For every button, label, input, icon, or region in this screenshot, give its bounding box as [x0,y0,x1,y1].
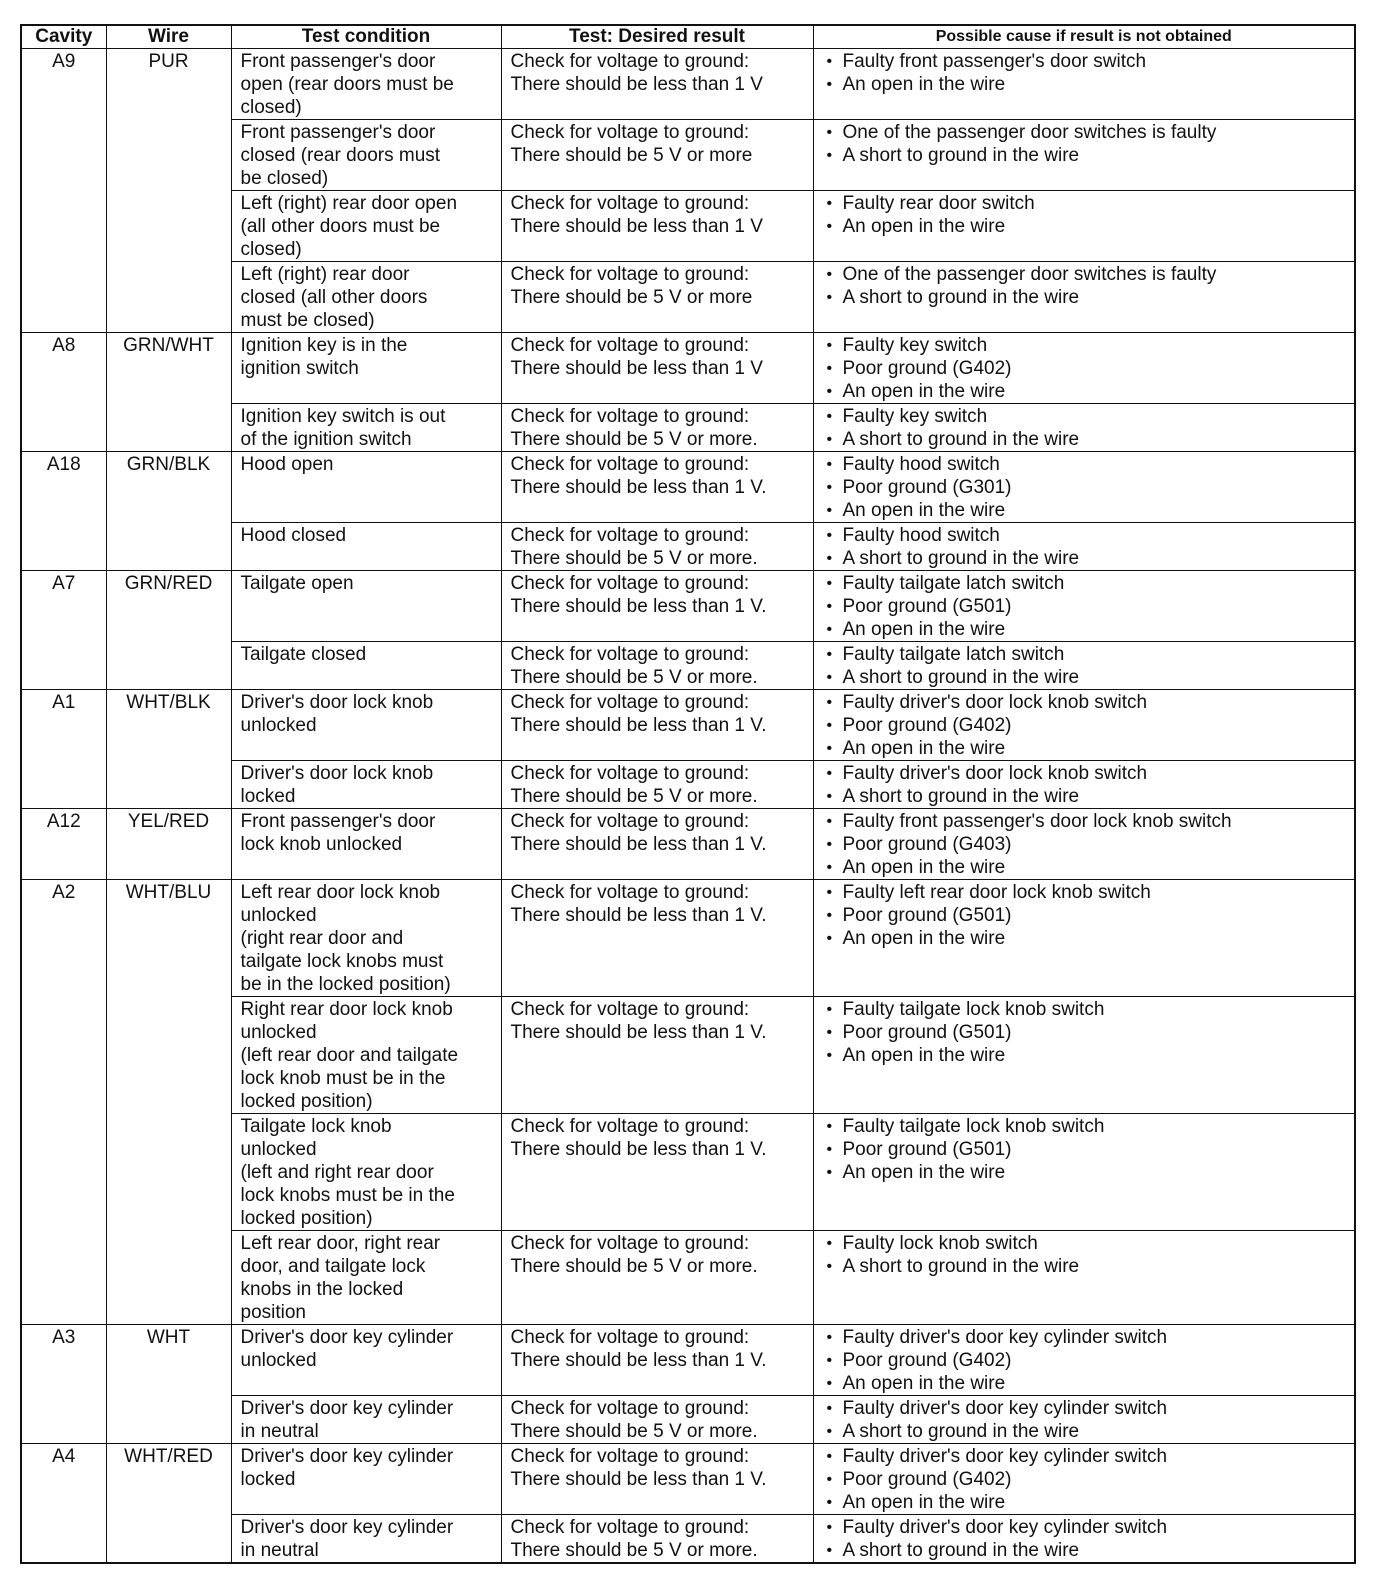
cause-item: • Poor ground (G402) [823,357,1351,380]
test-condition-cell [231,997,501,1114]
cause-item: • Faulty left rear door lock knob switch [823,881,1351,904]
test-condition-cell [231,523,501,571]
desired-result-cell [501,120,813,191]
test-condition-cell [231,1231,501,1325]
desired-result-cell [501,1325,813,1396]
cause-item: • Faulty hood switch [823,524,1351,547]
cause-item: • One of the passenger door switches is faulty [823,263,1351,286]
cause-item: • Poor ground (G501) [823,1138,1351,1161]
cause-list [823,453,1351,522]
result-line: There should be less than 1 V. [510,1022,767,1043]
condition-line: locked position) [240,1208,373,1229]
cause-item: • Faulty driver's door key cylinder switch [823,1397,1351,1420]
condition-line: Ignition key is in the [240,335,408,356]
condition-line: unlocked [240,905,317,926]
cause-item: • Faulty lock knob switch [823,1232,1351,1255]
condition-line: open (rear doors must be [240,74,454,95]
possible-cause-cell [813,997,1355,1114]
cause-item: • Poor ground (G402) [823,1468,1351,1491]
cause-item: • An open in the wire [823,1044,1351,1067]
condition-line: Left rear door, right rear [240,1233,441,1254]
condition-line: Front passenger's door [240,122,436,143]
cause-item: • Poor ground (G501) [823,595,1351,618]
cause-item: • An open in the wire [823,927,1351,950]
test-condition-cell [231,1114,501,1231]
result-line: There should be 5 V or more. [510,548,758,569]
possible-cause-cell [813,809,1355,880]
table-row [21,809,1355,880]
header-wire: Wire [106,25,231,49]
condition-line: Tailgate closed [240,644,367,665]
cause-item: • Faulty key switch [823,334,1351,357]
table-row [21,333,1355,404]
result-line: Check for voltage to ground: [510,573,750,594]
wire-cell: PUR [106,49,231,333]
table-row [21,571,1355,642]
cavity-cell: A3 [21,1325,106,1444]
table-row [21,49,1355,120]
cause-item: • Poor ground (G301) [823,476,1351,499]
table-row [21,1325,1355,1396]
test-condition-cell [231,690,501,761]
condition-line: (left rear door and tailgate [240,1045,459,1066]
possible-cause-cell [813,333,1355,404]
test-condition-cell [231,1444,501,1515]
cause-list [823,334,1351,403]
condition-line: of the ignition switch [240,429,412,450]
condition-line: Left rear door lock knob [240,882,441,903]
result-line: Check for voltage to ground: [510,193,750,214]
cause-item: • An open in the wire [823,856,1351,879]
result-line: Check for voltage to ground: [510,999,750,1020]
cavity-cell: A18 [21,452,106,571]
desired-result-cell [501,404,813,452]
result-line: There should be 5 V or more [510,145,753,166]
condition-line: Driver's door lock knob [240,692,434,713]
wire-cell: GRN/RED [106,571,231,690]
condition-line: lock knob unlocked [240,834,403,855]
result-line: There should be 5 V or more. [510,1256,758,1277]
condition-line: in neutral [240,1540,319,1561]
cause-item: • A short to ground in the wire [823,428,1351,451]
result-line: There should be less than 1 V [510,216,763,237]
cause-item: • Poor ground (G501) [823,904,1351,927]
result-line: Check for voltage to ground: [510,882,750,903]
cause-item: • Faulty driver's door key cylinder switch [823,1326,1351,1349]
cause-item: • Faulty key switch [823,405,1351,428]
cause-item: • An open in the wire [823,737,1351,760]
table-body [21,49,1355,1564]
condition-line: (right rear door and [240,928,404,949]
cause-item: • Faulty tailgate lock knob switch [823,998,1351,1021]
result-line: There should be 5 V or more. [510,1421,758,1442]
wire-cell: WHT/BLK [106,690,231,809]
condition-line: lock knobs must be in the [240,1185,455,1206]
condition-line: Ignition key switch is out [240,406,446,427]
possible-cause-cell [813,262,1355,333]
possible-cause-cell [813,1325,1355,1396]
condition-line: in neutral [240,1421,319,1442]
condition-line: lock knob must be in the [240,1068,446,1089]
desired-result-cell [501,1231,813,1325]
result-line: Check for voltage to ground: [510,1233,750,1254]
result-line: Check for voltage to ground: [510,1398,750,1419]
desired-result-cell [501,1396,813,1444]
cavity-cell: A12 [21,809,106,880]
test-condition-cell [231,761,501,809]
cause-item: • Poor ground (G402) [823,714,1351,737]
desired-result-cell [501,523,813,571]
test-condition-cell [231,1515,501,1564]
cause-item: • Faulty driver's door key cylinder switch [823,1516,1351,1539]
result-line: There should be less than 1 V. [510,596,767,617]
result-line: There should be 5 V or more. [510,786,758,807]
result-line: Check for voltage to ground: [510,122,750,143]
wire-cell: YEL/RED [106,809,231,880]
condition-line: locked [240,786,296,807]
cause-list [823,263,1351,309]
result-line: There should be 5 V or more. [510,429,758,450]
cause-item: • Faulty front passenger's door switch [823,50,1351,73]
cause-list [823,643,1351,689]
cause-list [823,1326,1351,1395]
condition-line: Tailgate open [240,573,354,594]
result-line: Check for voltage to ground: [510,1327,750,1348]
cause-item: • Faulty hood switch [823,453,1351,476]
condition-line: must be closed) [240,310,375,331]
result-line: There should be 5 V or more [510,287,753,308]
result-line: Check for voltage to ground: [510,335,750,356]
result-line: Check for voltage to ground: [510,454,750,475]
cause-item: • An open in the wire [823,499,1351,522]
cause-list [823,1232,1351,1278]
table-row [21,880,1355,997]
condition-line: Left (right) rear door open [240,193,458,214]
condition-line: Hood open [240,454,334,475]
condition-line: be in the locked position) [240,974,451,995]
cause-item: • Poor ground (G402) [823,1349,1351,1372]
cause-item: • Faulty tailgate latch switch [823,643,1351,666]
header-desired-result: Test: Desired result [501,25,813,49]
cause-list [823,1445,1351,1514]
possible-cause-cell [813,761,1355,809]
condition-line: unlocked [240,1139,317,1160]
test-condition-cell [231,1396,501,1444]
desired-result-cell [501,761,813,809]
cause-list [823,810,1351,879]
condition-line: Hood closed [240,525,347,546]
result-line: Check for voltage to ground: [510,1517,750,1538]
cause-item: • A short to ground in the wire [823,1255,1351,1278]
result-line: There should be less than 1 V [510,74,763,95]
desired-result-cell [501,880,813,997]
result-line: There should be less than 1 V. [510,1350,767,1371]
condition-line: tailgate lock knobs must [240,951,444,972]
result-line: There should be less than 1 V. [510,905,767,926]
cause-item: • An open in the wire [823,73,1351,96]
condition-line: ignition switch [240,358,359,379]
condition-line: knobs in the locked [240,1279,404,1300]
header-row [21,25,1355,49]
condition-line: position [240,1302,306,1323]
cause-item: • Faulty tailgate latch switch [823,572,1351,595]
test-condition-cell [231,571,501,642]
result-line: Check for voltage to ground: [510,51,750,72]
cause-list [823,405,1351,451]
condition-line: Driver's door key cylinder [240,1398,454,1419]
cause-item: • Faulty tailgate lock knob switch [823,1115,1351,1138]
possible-cause-cell [813,49,1355,120]
condition-line: closed (rear doors must [240,145,441,166]
cavity-cell: A1 [21,690,106,809]
condition-line: closed (all other doors [240,287,428,308]
result-line: There should be less than 1 V. [510,1139,767,1160]
result-line: Check for voltage to ground: [510,811,750,832]
desired-result-cell [501,690,813,761]
test-condition-cell [231,1325,501,1396]
result-line: Check for voltage to ground: [510,1446,750,1467]
result-line: Check for voltage to ground: [510,763,750,784]
condition-line: door, and tailgate lock [240,1256,426,1277]
desired-result-cell [501,642,813,690]
possible-cause-cell [813,1444,1355,1515]
cause-list [823,524,1351,570]
cause-item: • A short to ground in the wire [823,1539,1351,1562]
possible-cause-cell [813,452,1355,523]
cause-item: • A short to ground in the wire [823,144,1351,167]
possible-cause-cell [813,404,1355,452]
cause-item: • A short to ground in the wire [823,1420,1351,1443]
cause-item: • Faulty driver's door lock knob switch [823,762,1351,785]
table-row [21,452,1355,523]
cause-item: • A short to ground in the wire [823,547,1351,570]
cause-list [823,691,1351,760]
cause-item: • An open in the wire [823,618,1351,641]
result-line: Check for voltage to ground: [510,1116,750,1137]
condition-line: Driver's door key cylinder [240,1517,454,1538]
result-line: Check for voltage to ground: [510,525,750,546]
result-line: There should be less than 1 V. [510,715,767,736]
cavity-cell: A4 [21,1444,106,1564]
test-condition-cell [231,262,501,333]
condition-line: (all other doors must be [240,216,441,237]
possible-cause-cell [813,1515,1355,1564]
cavity-cell: A8 [21,333,106,452]
cause-list [823,1115,1351,1184]
desired-result-cell [501,49,813,120]
cause-item: • An open in the wire [823,1161,1351,1184]
result-line: There should be less than 1 V. [510,834,767,855]
test-condition-cell [231,404,501,452]
desired-result-cell [501,571,813,642]
desired-result-cell [501,191,813,262]
result-line: There should be 5 V or more. [510,667,758,688]
cause-item: • Faulty front passenger's door lock knob switch [823,810,1351,833]
possible-cause-cell [813,642,1355,690]
cause-list [823,572,1351,641]
condition-line: Driver's door lock knob [240,763,434,784]
table-row [21,1444,1355,1515]
desired-result-cell [501,997,813,1114]
cause-list [823,998,1351,1067]
cause-item: • An open in the wire [823,1491,1351,1514]
table-row [21,690,1355,761]
desired-result-cell [501,809,813,880]
desired-result-cell [501,452,813,523]
cause-item: • One of the passenger door switches is faulty [823,121,1351,144]
result-line: There should be less than 1 V [510,358,763,379]
condition-line: Front passenger's door [240,811,436,832]
desired-result-cell [501,333,813,404]
result-line: Check for voltage to ground: [510,644,750,665]
cause-item: • Poor ground (G501) [823,1021,1351,1044]
result-line: Check for voltage to ground: [510,692,750,713]
condition-line: (left and right rear door [240,1162,434,1183]
condition-line: Tailgate lock knob [240,1116,392,1137]
wire-cell: WHT [106,1325,231,1444]
possible-cause-cell [813,1396,1355,1444]
possible-cause-cell [813,120,1355,191]
condition-line: closed) [240,239,302,260]
test-condition-cell [231,880,501,997]
wire-cell: WHT/BLU [106,880,231,1325]
cause-item: • Poor ground (G403) [823,833,1351,856]
cause-list [823,121,1351,167]
possible-cause-cell [813,191,1355,262]
condition-line: closed) [240,97,302,118]
cause-item: • Faulty driver's door key cylinder switch [823,1445,1351,1468]
condition-line: Driver's door key cylinder [240,1327,454,1348]
possible-cause-cell [813,690,1355,761]
header-cavity: Cavity [21,25,106,49]
possible-cause-cell [813,1114,1355,1231]
cause-item: • A short to ground in the wire [823,286,1351,309]
test-condition-cell [231,191,501,262]
possible-cause-cell [813,571,1355,642]
cause-list [823,192,1351,238]
condition-line: Left (right) rear door [240,264,410,285]
wire-cell: GRN/BLK [106,452,231,571]
input-test-table [20,24,1356,1564]
condition-line: Front passenger's door [240,51,436,72]
test-condition-cell [231,333,501,404]
cavity-cell: A7 [21,571,106,690]
condition-line: Right rear door lock knob [240,999,453,1020]
condition-line: locked position) [240,1091,373,1112]
result-line: There should be less than 1 V. [510,477,767,498]
cause-list [823,762,1351,808]
cause-list [823,1516,1351,1562]
cause-item: • An open in the wire [823,1372,1351,1395]
desired-result-cell [501,262,813,333]
cavity-cell: A2 [21,880,106,1325]
cause-list [823,50,1351,96]
troubleshooting-sheet [20,24,1354,1564]
cause-item: • A short to ground in the wire [823,785,1351,808]
possible-cause-cell [813,523,1355,571]
cause-item: • An open in the wire [823,380,1351,403]
cavity-cell: A9 [21,49,106,333]
possible-cause-cell [813,880,1355,997]
cause-list [823,881,1351,950]
test-condition-cell [231,642,501,690]
condition-line: unlocked [240,715,317,736]
header-test-condition: Test condition [231,25,501,49]
header-possible-cause: Possible cause if result is not obtained [813,25,1355,49]
possible-cause-cell [813,1231,1355,1325]
test-condition-cell [231,120,501,191]
wire-cell: GRN/WHT [106,333,231,452]
result-line: Check for voltage to ground: [510,264,750,285]
wire-cell: WHT/RED [106,1444,231,1564]
desired-result-cell [501,1114,813,1231]
cause-item: • An open in the wire [823,215,1351,238]
cause-item: • A short to ground in the wire [823,666,1351,689]
condition-line: locked [240,1469,296,1490]
test-condition-cell [231,809,501,880]
cause-item: • Faulty driver's door lock knob switch [823,691,1351,714]
condition-line: Driver's door key cylinder [240,1446,454,1467]
condition-line: unlocked [240,1350,317,1371]
desired-result-cell [501,1444,813,1515]
cause-list [823,1397,1351,1443]
result-line: Check for voltage to ground: [510,406,750,427]
desired-result-cell [501,1515,813,1564]
test-condition-cell [231,452,501,523]
test-condition-cell [231,49,501,120]
condition-line: be closed) [240,168,329,189]
result-line: There should be less than 1 V. [510,1469,767,1490]
cause-item: • Faulty rear door switch [823,192,1351,215]
result-line: There should be 5 V or more. [510,1540,758,1561]
condition-line: unlocked [240,1022,317,1043]
